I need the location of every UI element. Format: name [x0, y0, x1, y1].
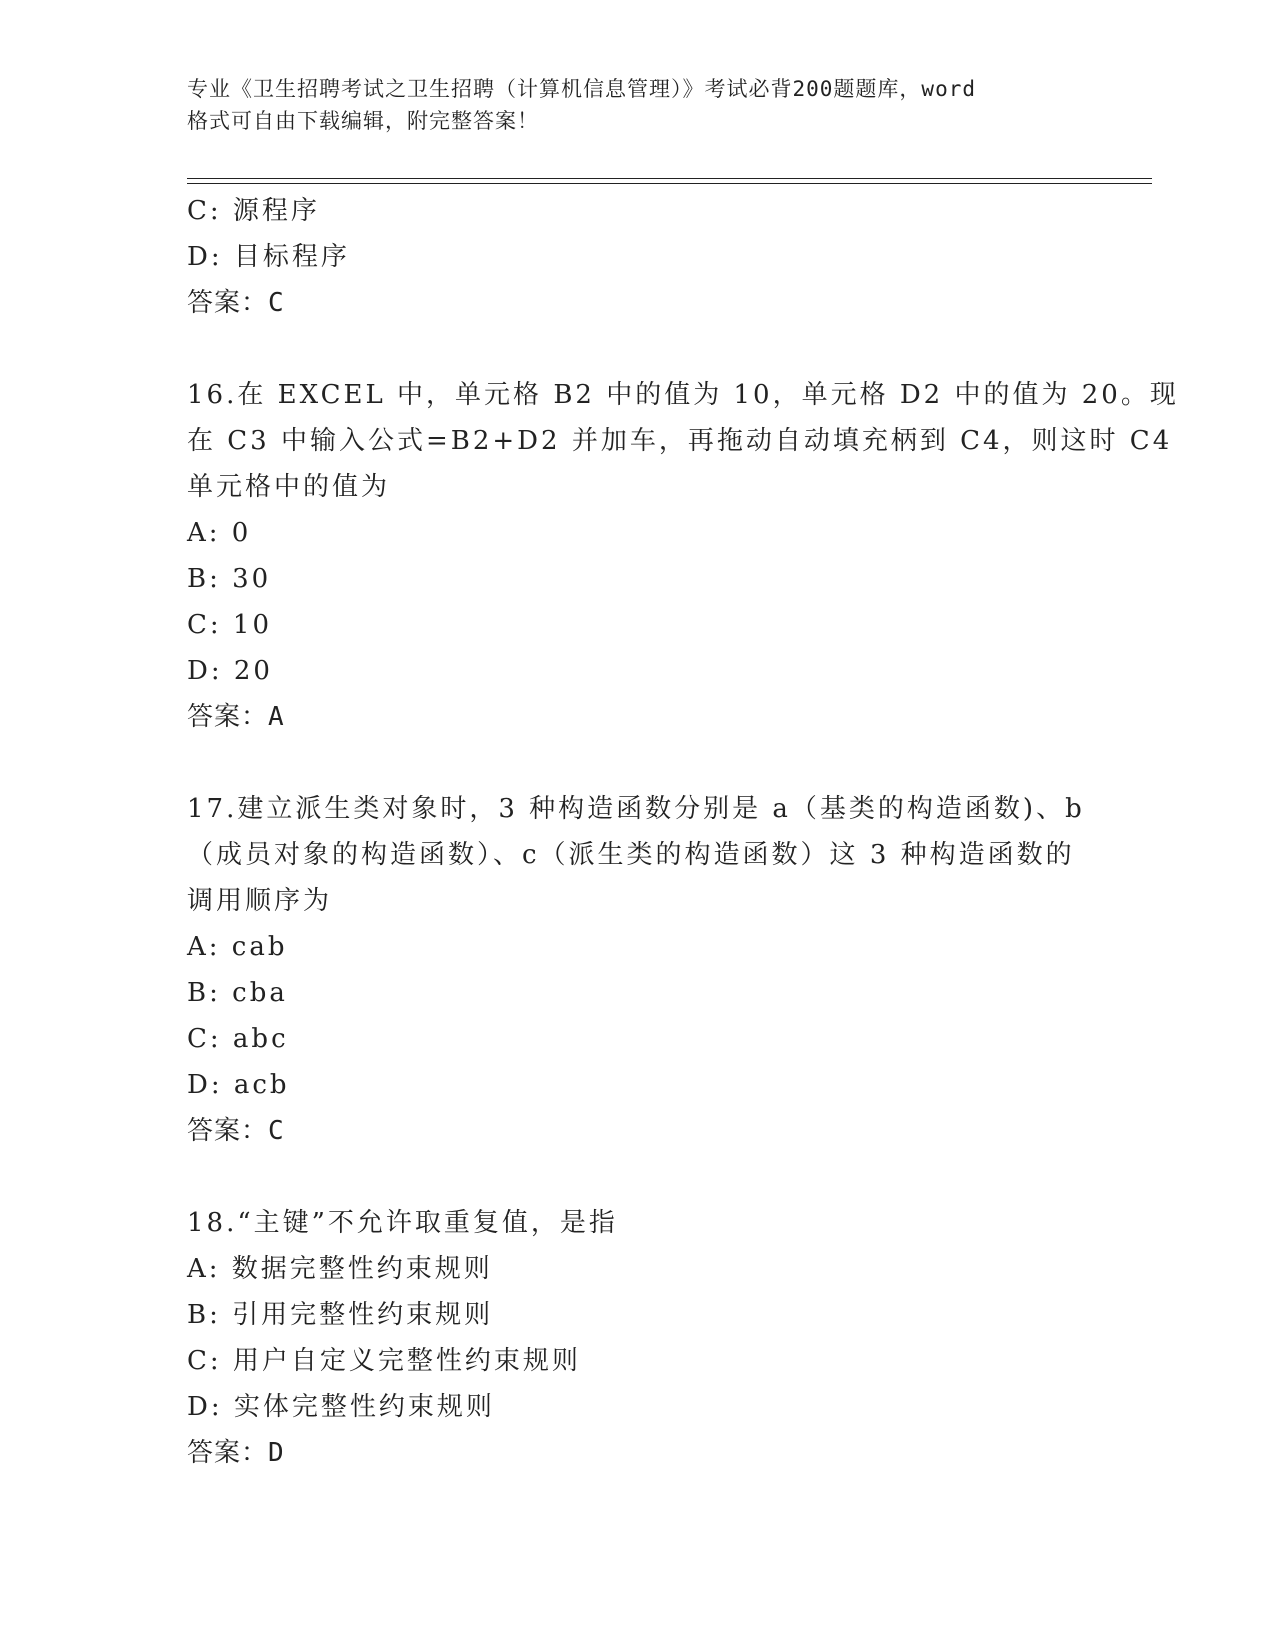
option-c: C: abc — [187, 1024, 289, 1054]
spacer — [187, 740, 1087, 786]
header-divider-bottom — [187, 183, 1152, 184]
option-b: B: cba — [187, 978, 288, 1008]
answer-line: 答案：D — [187, 1438, 285, 1468]
question-stem-line: （成员对象的构造函数）、c（派生类的构造函数）这 3 种构造函数的 — [187, 840, 1075, 870]
question-list — [187, 188, 1179, 1476]
option-a: A: 数据完整性约束规则 — [187, 1254, 493, 1284]
question-18 — [187, 1200, 1087, 1476]
option-c: C: 用户自定义完整性约束规则 — [187, 1346, 581, 1376]
previous-question-tail — [187, 188, 1087, 326]
spacer — [187, 326, 1087, 372]
question-17 — [187, 786, 1087, 1154]
question-stem-line: 18.“主键”不允许取重复值，是指 — [187, 1208, 618, 1238]
option-c: C: 10 — [187, 610, 273, 640]
answer-line: 答案：C — [187, 1116, 285, 1146]
question-16 — [187, 372, 1179, 740]
header-line-2: 格式可自由下载编辑，附完整答案！ — [187, 109, 539, 133]
spacer — [187, 1154, 1087, 1200]
option-b: B: 引用完整性约束规则 — [187, 1300, 494, 1330]
question-stem-line: 17.建立派生类对象时，3 种构造函数分别是 a（基类的构造函数)、b — [187, 794, 1085, 824]
option-d: D: 目标程序 — [187, 242, 350, 272]
option-a: A: cab — [187, 932, 288, 962]
question-stem-line: 在 C3 中输入公式=B2+D2 并加车，再拖动自动填充柄到 C4，则这时 C4 — [187, 426, 1173, 456]
answer-line: 答案：C — [187, 288, 285, 318]
answer-line: 答案：A — [187, 702, 285, 732]
header-line-1: 专业《卫生招聘考试之卫生招聘（计算机信息管理）》考试必背200题题库，word — [187, 77, 976, 101]
question-stem-line: 调用顺序为 — [187, 886, 333, 916]
option-d: D: 实体完整性约束规则 — [187, 1392, 495, 1422]
question-stem-line: 单元格中的值为 — [187, 472, 391, 502]
option-c: C: 源程序 — [187, 196, 320, 226]
header-divider-top — [187, 178, 1152, 179]
option-b: B: 30 — [187, 564, 272, 594]
document-header — [187, 73, 1087, 137]
question-stem-line: 16.在 EXCEL 中，单元格 B2 中的值为 10，单元格 D2 中的值为 20。现 — [187, 380, 1179, 410]
option-d: D: acb — [187, 1070, 290, 1100]
option-a: A: 0 — [187, 518, 252, 548]
option-d: D: 20 — [187, 656, 273, 686]
